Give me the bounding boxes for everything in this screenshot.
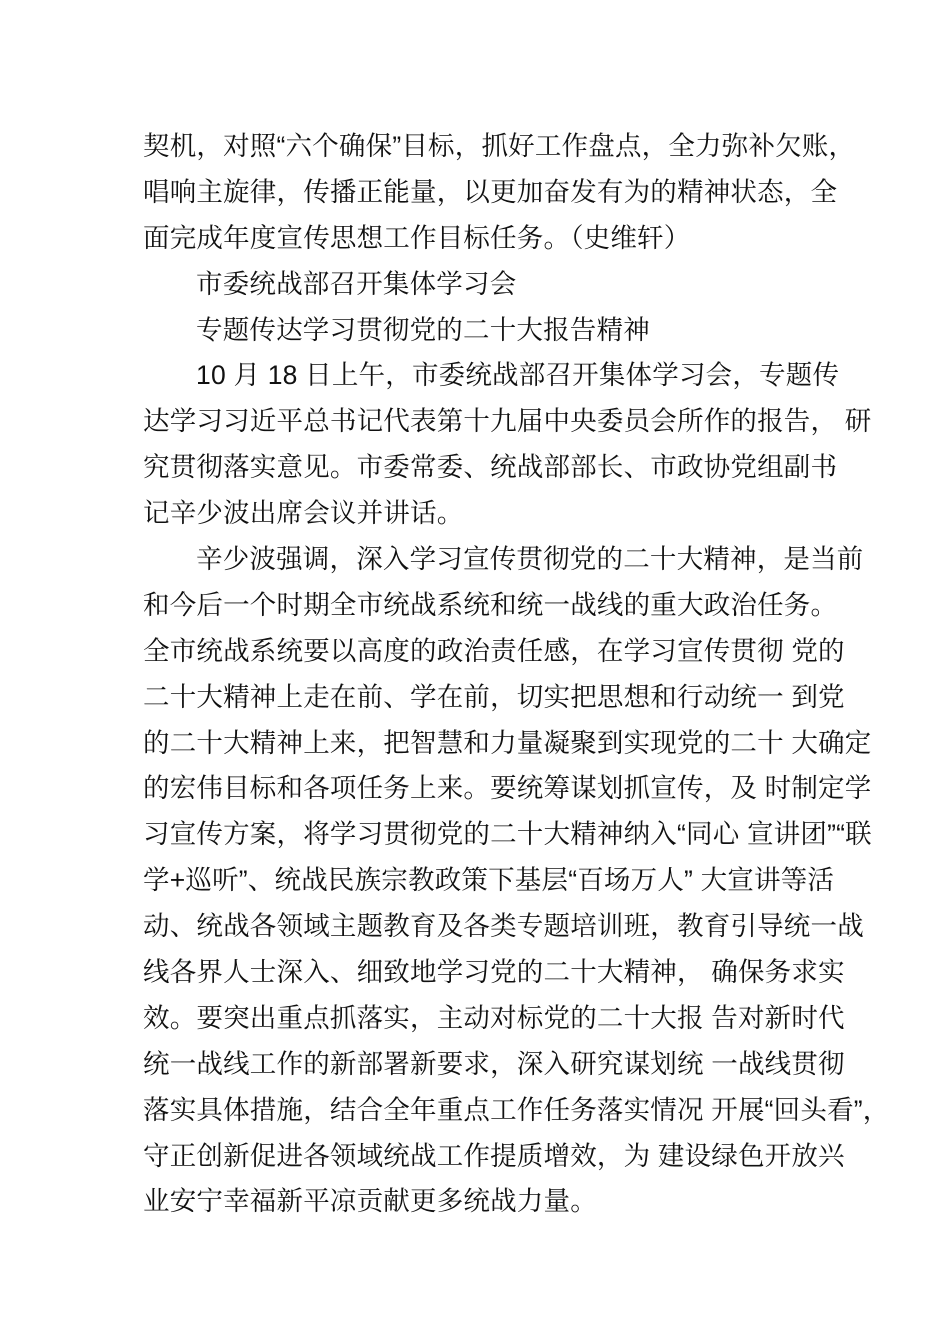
- text-line: 10 月 18 日上午，市委统战部召开集体学习会，专题传: [196, 360, 840, 391]
- text-line: 学+巡听”、统战民族宗教政策下基层“百场万人” 大宣讲等活: [143, 865, 835, 896]
- text-line: 二十大精神上走在前、学在前，切实把思想和行动统一 到党: [143, 681, 845, 712]
- text-line: 唱响主旋律，传播正能量，以更加奋发有为的精神状态，全: [143, 176, 838, 207]
- text-line: 动、统战各领域主题教育及各类专题培训班，教育引导统一战: [143, 911, 864, 942]
- text-line: 专题传达学习贯彻党的二十大报告精神: [196, 314, 650, 345]
- text-line: 落实具体措施，结合全年重点工作任务落实情况 开展“回头看”，: [143, 1094, 890, 1125]
- text-line: 全市统战系统要以高度的政治责任感，在学习宣传贯彻 党的: [143, 635, 845, 666]
- document-page: [143, 124, 890, 1225]
- text-line: 守正创新促进各领域统战工作提质增效，为 建设绿色开放兴: [143, 1140, 845, 1171]
- text-line: 的宏伟目标和各项任务上来。要统筹谋划抓宣传，及 时制定学: [143, 773, 872, 804]
- text-line: 市委统战部召开集体学习会: [196, 268, 517, 299]
- text-line: 的二十大精神上来，把智慧和力量凝聚到实现党的二十 大确定: [143, 727, 872, 758]
- text-line: 究贯彻落实意见。市委常委、统战部部长、市政协党组副书: [143, 452, 838, 483]
- text-line: 辛少波强调，深入学习宣传贯彻党的二十大精神，是当前: [196, 544, 864, 575]
- text-line: 和今后一个时期全市统战系统和统一战线的重大政治任务。: [143, 589, 838, 620]
- text-line: 面完成年度宣传思想工作目标任务。（史维轩）: [143, 222, 691, 253]
- text-line: 效。要突出重点抓落实，主动对标党的二十大报 告对新时代: [143, 1002, 845, 1033]
- text-line: 业安宁幸福新平凉贡献更多统战力量。: [143, 1186, 597, 1217]
- text-line: 统一战线工作的新部署新要求，深入研究谋划统 一战线贯彻: [143, 1048, 845, 1079]
- text-line: 达学习习近平总书记代表第十九届中央委员会所作的报告， 研: [143, 406, 872, 437]
- text-line: 契机，对照“六个确保”目标，抓好工作盘点，全力弥补欠账，: [143, 131, 856, 161]
- text-line: 习宣传方案，将学习贯彻党的二十大精神纳入“同心 宣讲团”“联: [143, 819, 872, 850]
- text-line: 线各界人士深入、细致地学习党的二十大精神， 确保务求实: [143, 957, 845, 988]
- text-line: 记辛少波出席会议并讲话。: [143, 498, 464, 529]
